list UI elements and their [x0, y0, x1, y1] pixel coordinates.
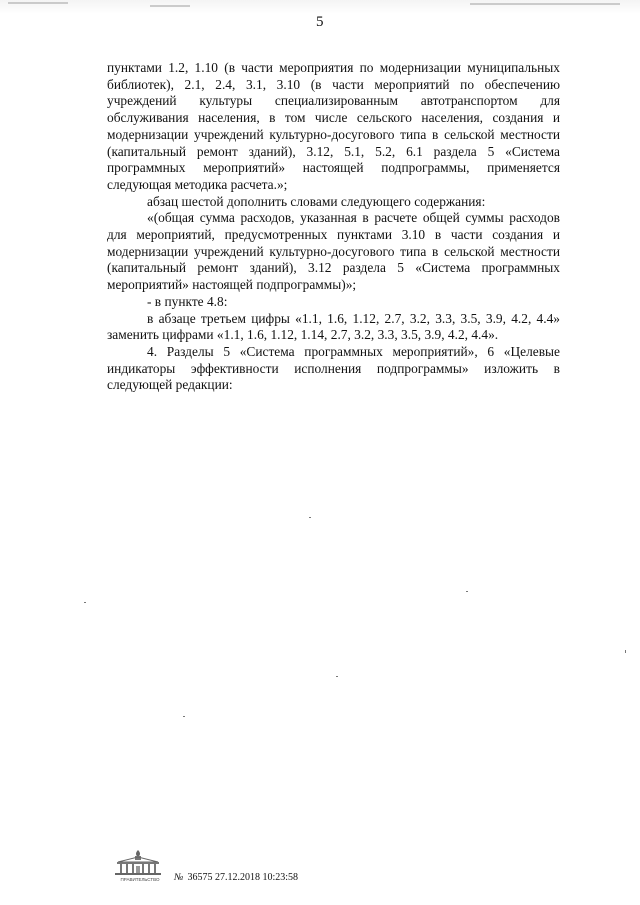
scan-speck: [336, 676, 338, 677]
document-body: [107, 60, 560, 394]
scan-smudge: [150, 5, 190, 7]
scan-top-edge: [0, 0, 640, 14]
scan-speck: [309, 517, 311, 518]
paragraph-razdely: 4. Разделы 5 «Система программных мероприятий», 6 «Целевые индикаторы эффективности исполнения подпрограммы» изложить в следующей редакции:: [107, 343, 560, 393]
scan-smudge: [8, 2, 68, 4]
paragraph-continuation: пунктами 1.2, 1.10 (в части мероприятия по модернизации муниципальных библиотек), 2.1, 2.4, 3.1, 3.10 (в части мероприятий по обеспечению учреждений культуры специализированным автотранспортом для обслуживания населения, в том числе сельского населения, создания и модернизации учреждений культурно-досугового типа в сельской местности (капитальный ремонт зданий), 3.12, 5.1, 5.2, 6.1 раздела 5 «Система программных мероприятий» настоящей подпрограммы, применяется следующая методика расчета.»;: [107, 60, 560, 192]
scan-speck: [183, 716, 185, 717]
page-number: 5: [316, 14, 324, 30]
registration-number-datetime: 36575 27.12.2018 10:23:58: [187, 872, 298, 883]
paragraph-abzac-shestoy: абзац шестой дополнить словами следующего содержания:: [147, 193, 486, 209]
scan-speck: [84, 602, 86, 603]
registration-footer: [112, 848, 372, 884]
paragraph-quote: «(общая сумма расходов, указанная в расчете общей суммы расходов для мероприятий, предусмотренных пунктами 3.10 в части создания и модернизации учреждений культурно-досугового типа в сельской местности (капитальный ремонт зданий), 3.12 раздела 5 «Система программных мероприятий» настоящей подпрограммы)»;: [107, 210, 560, 293]
paragraph-abzac-tretiy: в абзаце третьем цифры «1.1, 1.6, 1.12, 2.7, 3.2, 3.3, 3.5, 3.9, 4.2, 4.4» заменить цифрами «1.1, 1.6, 1.12, 1.14, 2.7, 3.2, 3.3, 3.5, 3.9, 4.2, 4.4».: [107, 310, 560, 343]
number-sign: №: [174, 872, 184, 883]
scan-speck: [466, 591, 468, 592]
paragraph-punkt-4-8: - в пункте 4.8:: [147, 293, 228, 309]
registration-stamp: [174, 872, 298, 883]
scan-speck: [625, 650, 626, 653]
scan-smudge: [470, 3, 620, 5]
logo-caption: ПРАВИТЕЛЬСТВО: [120, 877, 160, 882]
